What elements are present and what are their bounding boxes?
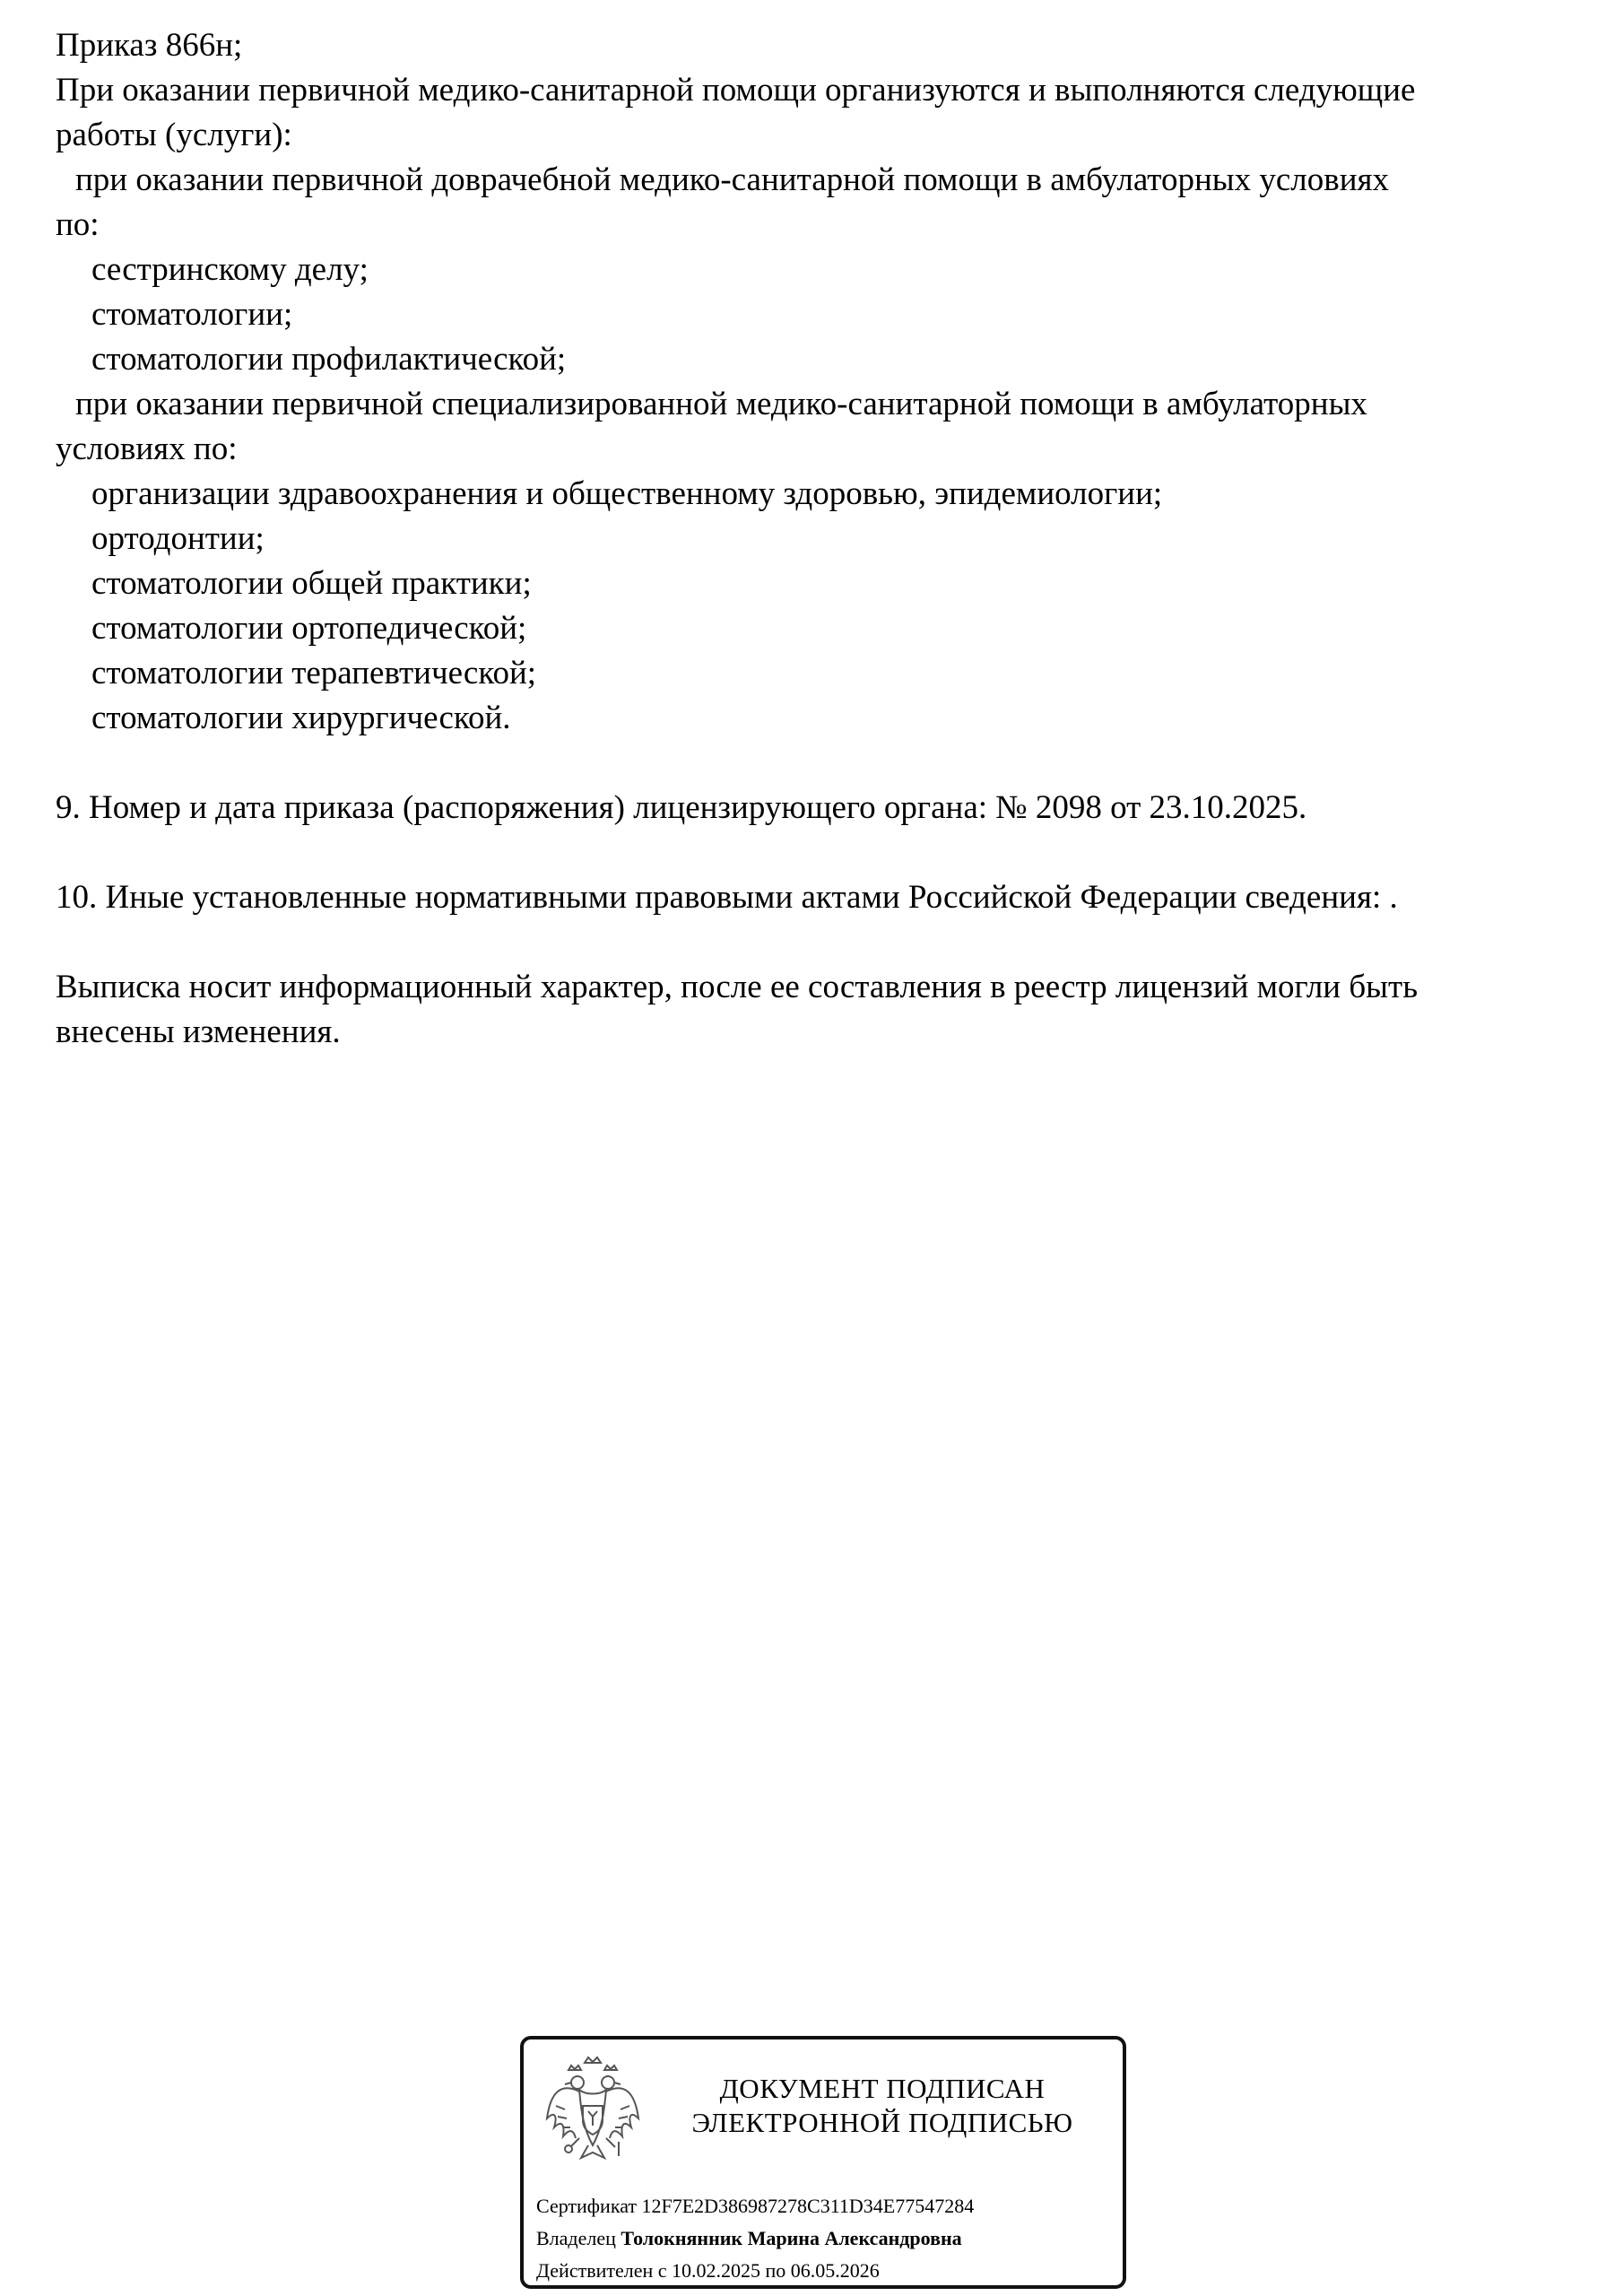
service-item: стоматологии; [91, 296, 293, 333]
stamp-title [658, 2072, 1107, 2140]
owner-value: Толокнянник Марина Александровна [621, 2227, 962, 2249]
order-reference: Приказ 866н; [56, 27, 243, 64]
disclaimer-line: Выписка носит информационный характер, после ее составления в реестр лицензий могли быть [56, 969, 1419, 1005]
service-item: стоматологии ортопедической; [91, 610, 527, 647]
order-number-item: 9. Номер и дата приказа (распоряжения) лицензирующего органа: № 2098 от 23.10.2025. [56, 789, 1307, 826]
certificate-row [536, 2190, 1119, 2222]
russian-coat-of-arms-icon [543, 2056, 642, 2172]
owner-label: Владелец [536, 2227, 616, 2249]
service-item: сестринскому делу; [91, 251, 369, 288]
stamp-details [536, 2190, 1119, 2287]
service-item: организации здравоохранения и общественному здоровью, эпидемиологии; [91, 475, 1163, 512]
service-item: стоматологии хирургической. [91, 700, 511, 736]
text-line: при оказании первичной специализированной медико-санитарной помощи в амбулаторных [75, 386, 1367, 422]
owner-row [536, 2222, 1119, 2255]
document-body [56, 23, 1580, 1055]
service-item: стоматологии терапевтической; [91, 655, 537, 691]
spacer [56, 831, 1580, 875]
other-info-item: 10. Иные установленные нормативными правовыми актами Российской Федерации сведения: . [56, 879, 1398, 916]
service-item: ортодонтии; [91, 520, 265, 557]
spacer [56, 741, 1580, 786]
stamp-title-line: ЭЛЕКТРОННОЙ ПОДПИСЬЮ [691, 2107, 1073, 2138]
electronic-signature-stamp [520, 2036, 1126, 2289]
validity-row: Действителен с 10.02.2025 по 06.05.2026 [536, 2259, 880, 2282]
service-item: стоматологии общей практики; [91, 565, 532, 602]
text-line: При оказании первичной медико-санитарной помощи организуются и выполняются следующие [56, 72, 1416, 109]
spacer [56, 920, 1580, 965]
stamp-title-line: ДОКУМЕНТ ПОДПИСАН [719, 2073, 1046, 2104]
text-line: по: [56, 206, 100, 243]
text-line: работы (услуги): [56, 117, 292, 153]
text-line: условиях по: [56, 430, 238, 467]
certificate-value: 12F7E2D386987278C311D34E77547284 [641, 2195, 975, 2217]
service-item: стоматологии профилактической; [91, 341, 567, 378]
disclaimer-line: внесены изменения. [56, 1013, 341, 1050]
text-line: при оказании первичной доврачебной медико-санитарной помощи в амбулаторных условиях [75, 161, 1390, 198]
certificate-label: Сертификат [536, 2195, 637, 2217]
